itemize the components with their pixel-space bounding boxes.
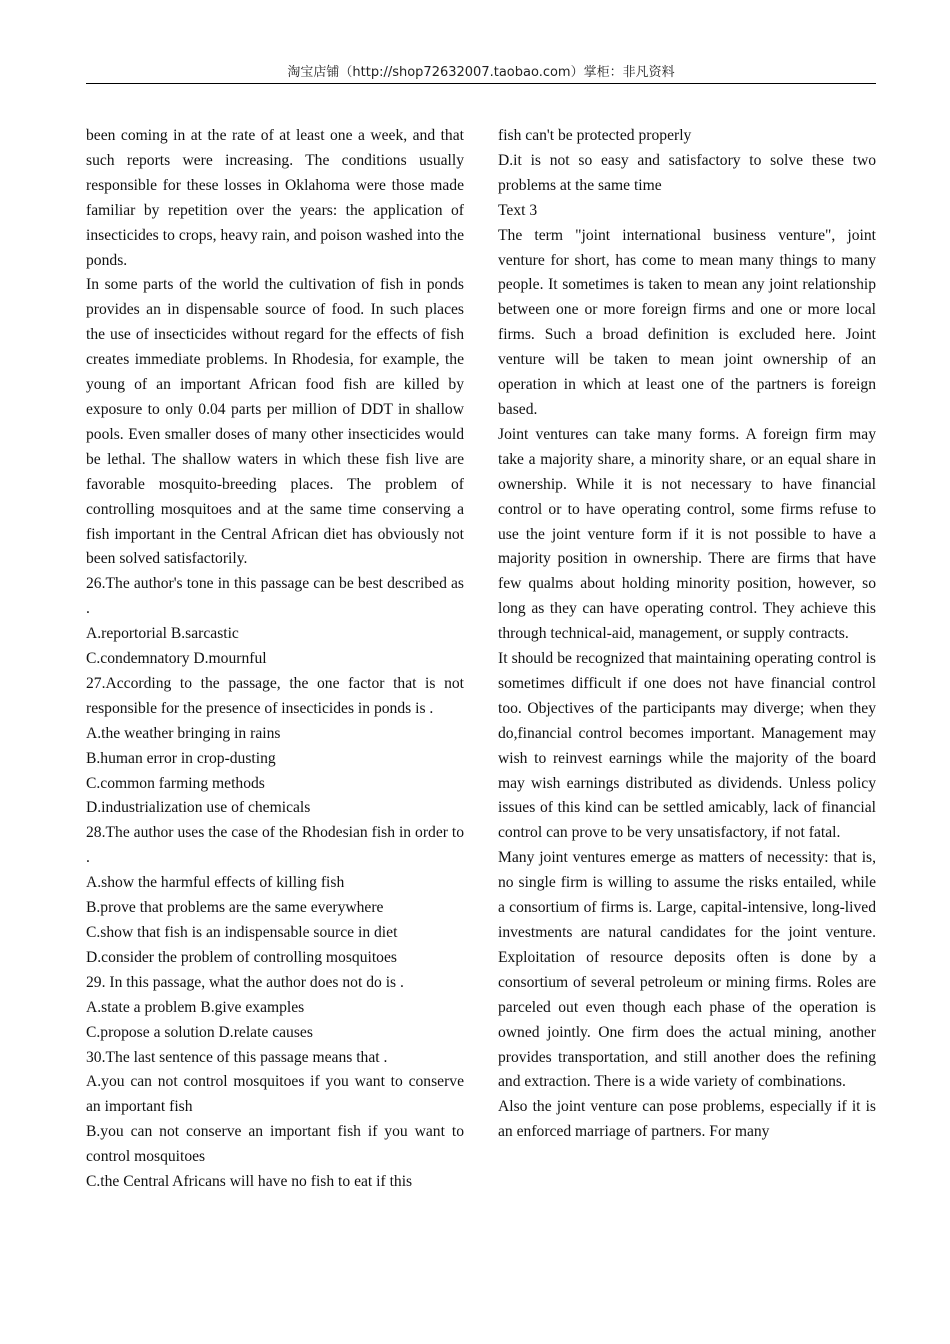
paragraph: Joint ventures can take many forms. A foreign firm may take a majority share, a minority share, or an equal share in ownership. While it is not necessary to have financial control or to have operating control, some firms refuse to use the joint venture form if it is not possible to have a majority position in ownership. There are firms that have few qualms about holding minority position, however, so long as they can have operating control. They achieve this through technical-aid, management, or supply contracts. <box>498 425 876 643</box>
paragraph: been coming in at the rate of at least one a week, and that such reports were increasing. The conditions usually responsible for these losses in Oklahoma were those made familiar by repetition over the years: the application of insecticides to crops, heavy rain, and poison washed into the ponds. <box>86 127 464 269</box>
paragraph: Text 3 <box>498 201 538 219</box>
paragraph: A.the weather bringing in rains <box>86 724 281 742</box>
right-column <box>498 124 876 1145</box>
paragraph: 30.The last sentence of this passage means that . <box>86 1048 388 1066</box>
left-column <box>86 124 464 1195</box>
paragraph: B.human error in crop-dusting <box>86 749 276 767</box>
paragraph: 26.The author's tone in this passage can be best described as . <box>86 575 464 618</box>
paragraph: C.condemnatory D.mournful <box>86 650 267 668</box>
paragraph: It should be recognized that maintaining operating control is sometimes difficult if one does not have financial control too. Objectives of the participants may diverge; when they do,financial control becomes important. Management may wish to reinvest earnings while the majority of the board may wish earnings distributed as dividends. Unless policy issues of this kind can be settled amicably, lack of financial control can prove to be very unsatisfactory, if not fatal. <box>498 650 876 842</box>
paragraph: Many joint ventures emerge as matters of necessity: that is, no single firm is willing to assume the risks entailed, while a consortium of firms is. Large, capital-intensive, long-lived investments are natural candidates for the joint venture. Exploitation of resource deposits often is done by a consortium of several petroleum or mining firms. Roles are parceled out even though each phase of the operation is owned jointly. One firm does the actual mining, another provides transportation, and still another does the refining and extraction. There is a wide variety of combinations. <box>498 849 876 1091</box>
paragraph: A.you can not control mosquitoes if you want to conserve an important fish <box>86 1073 464 1116</box>
paragraph: In some parts of the world the cultivation of fish in ponds provides an in dispensable source of food. In such places the use of insecticides without regard for the effects of fish creates immediate problems. In Rhodesia, for example, the young of an important African food fish are killed by exposure to only 0.04 parts per million of DDT in shallow pools. Even smaller doses of many other insecticides would be lethal. The shallow waters in which these fish live are favorable mosquito-breeding places. The problem of controlling mosquitoes and at the same time conserving a fish important in the Central African diet has obviously not been solved satisfactorily. <box>86 276 464 568</box>
paragraph: 29. In this passage, what the author does not do is . <box>86 973 404 991</box>
paragraph: C.common farming methods <box>86 774 265 792</box>
paragraph: D.industrialization use of chemicals <box>86 799 311 817</box>
paragraph: Also the joint venture can pose problems, especially if it is an enforced marriage of partners. For many <box>498 1098 876 1141</box>
page-header: 淘宝店铺（http://shop72632007.taobao.com）掌柜：非凡资料 <box>287 65 675 80</box>
paragraph: B.you can not conserve an important fish if you want to control mosquitoes <box>86 1123 464 1166</box>
paragraph: A.reportorial B.sarcastic <box>86 625 239 643</box>
header-rule <box>86 83 876 84</box>
paragraph: A.state a problem B.give examples <box>86 998 305 1016</box>
paragraph: B.prove that problems are the same everywhere <box>86 899 384 917</box>
paragraph: The term "joint international business venture", joint venture for short, has come to mean many things to many people. It sometimes is taken to mean any joint relationship between one or more foreign firms and one or more local firms. Such a broad definition is excluded here. Joint venture will be taken to mean joint ownership of an operation in which at least one of the partners is foreign based. <box>498 226 876 418</box>
paragraph: A.show the harmful effects of killing fish <box>86 874 345 892</box>
paragraph: D.consider the problem of controlling mosquitoes <box>86 948 397 966</box>
paragraph: 28.The author uses the case of the Rhodesian fish in order to . <box>86 824 464 867</box>
paragraph: C.the Central Africans will have no fish to eat if this <box>86 1173 413 1191</box>
paragraph: D.it is not so easy and satisfactory to solve these two problems at the same time <box>498 151 876 194</box>
paragraph: 27.According to the passage, the one factor that is not responsible for the presence of insecticides in ponds is . <box>86 674 464 717</box>
paragraph: C.propose a solution D.relate causes <box>86 1023 313 1041</box>
paragraph: C.show that fish is an indispensable source in diet <box>86 924 398 941</box>
paragraph: fish can't be protected properly <box>498 127 692 144</box>
